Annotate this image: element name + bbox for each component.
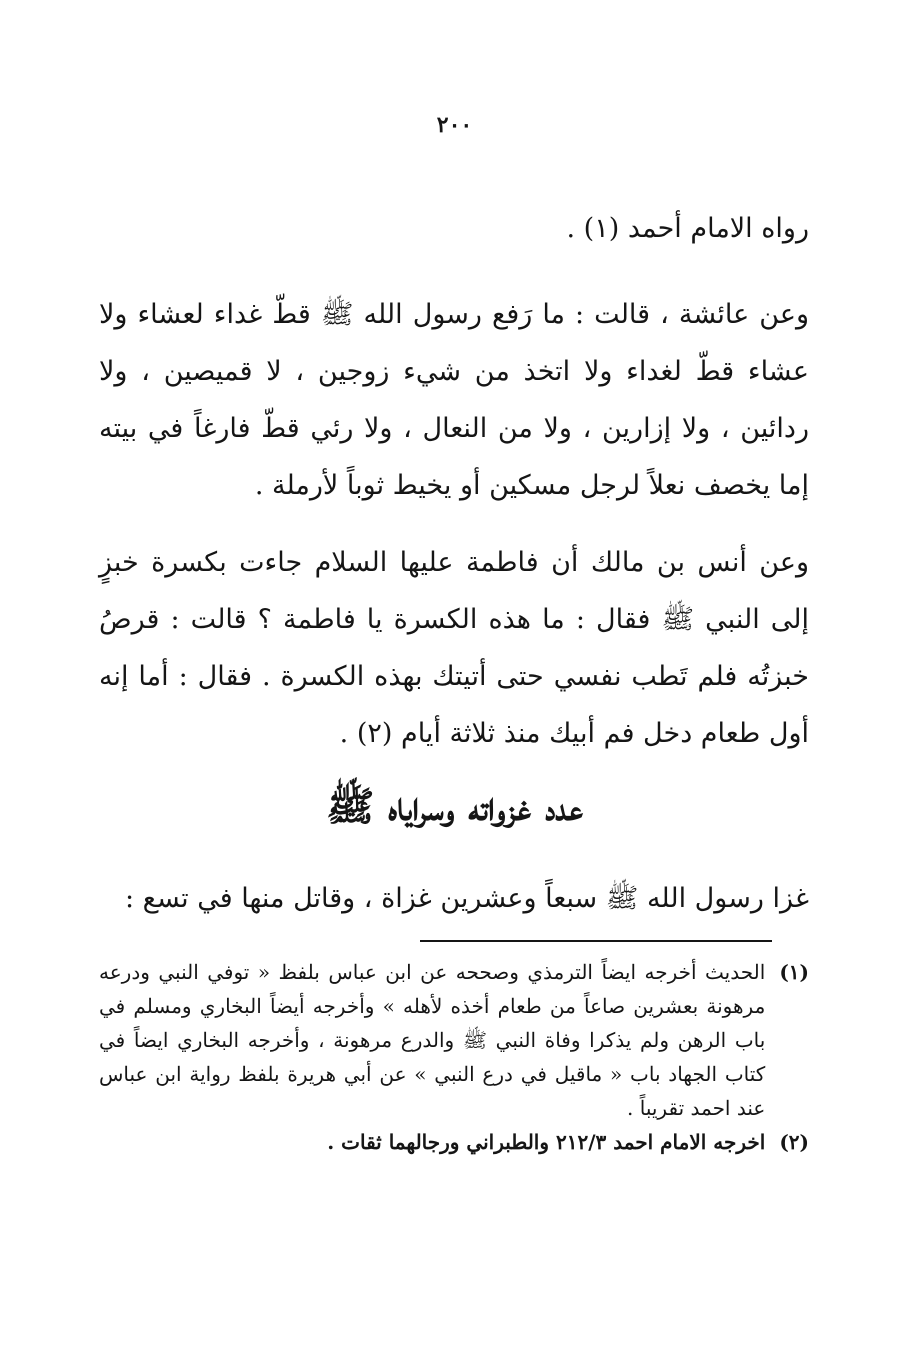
footnote-marker: (١) (779, 960, 809, 984)
footnote-text: الحديث أخرجه ايضاً الترمذي وصححه عن ابن عباس بلفظ « توفي النبي ودرعه مرهونة بعشرين صاعاً من طعام أخذه لأهله » وأخرجه أيضاً البخاري ومسلم في باب الرهن ولم يذكرا وفاة النبي ﷺ والدرع مرهونة ، وأخرجه البخاري ايضاً في كتاب الجهاد باب « ماقيل في درع النبي » عن أبي هريرة بلفظ رواية ابن عباس عند احمد تقريباً . (99, 960, 766, 1120)
page-number: ٢٠٠ (436, 112, 473, 138)
section-intro-paragraph: غزا رسول الله ﷺ سبعاً وعشرين غزاة ، وقاتل منها في تسع : (125, 883, 809, 914)
footnote-marker: (٢) (779, 1130, 809, 1154)
footnote-text: اخرجه الامام احمد ٢١٢/٣ والطبراني ورجالهما ثقات . (327, 1130, 766, 1154)
footnotes (99, 955, 809, 1159)
paragraph-3: وعن أنس بن مالك أن فاطمة عليها السلام جاءت بكسرة خبزٍ إلى النبي ﷺ فقال : ما هذه الكسرة يا فاطمة ؟ قالت : قرصُ خبزتُه فلم تَطب نفسي حتى أتيتك بهذه الكسرة . فقال : أما إنه أول طعام دخل فم أبيك منذ ثلاثة أيام (٢) . (99, 547, 809, 749)
paragraph-2: وعن عائشة ، قالت : ما رَفع رسول الله ﷺ قطّ غداء لعشاء ولا عشاء قطّ لغداء ولا اتخذ من شيء زوجين ، لا قميصين ، ولا ردائين ، ولا إزارين ، ولا من النعال ، ولا رئي قطّ فارغاً في بيته إما يخصف نعلاً لرجل مسكين أو يخيط ثوباً لأرملة . (99, 299, 809, 501)
paragraph-1: رواه الامام أحمد (١) . (566, 213, 809, 244)
section-heading: عدد غزواته وسراياه ﷺ (326, 783, 583, 830)
footnote-2 (99, 1125, 809, 1159)
footnote-divider (420, 940, 772, 942)
footnote-1 (99, 955, 809, 1125)
